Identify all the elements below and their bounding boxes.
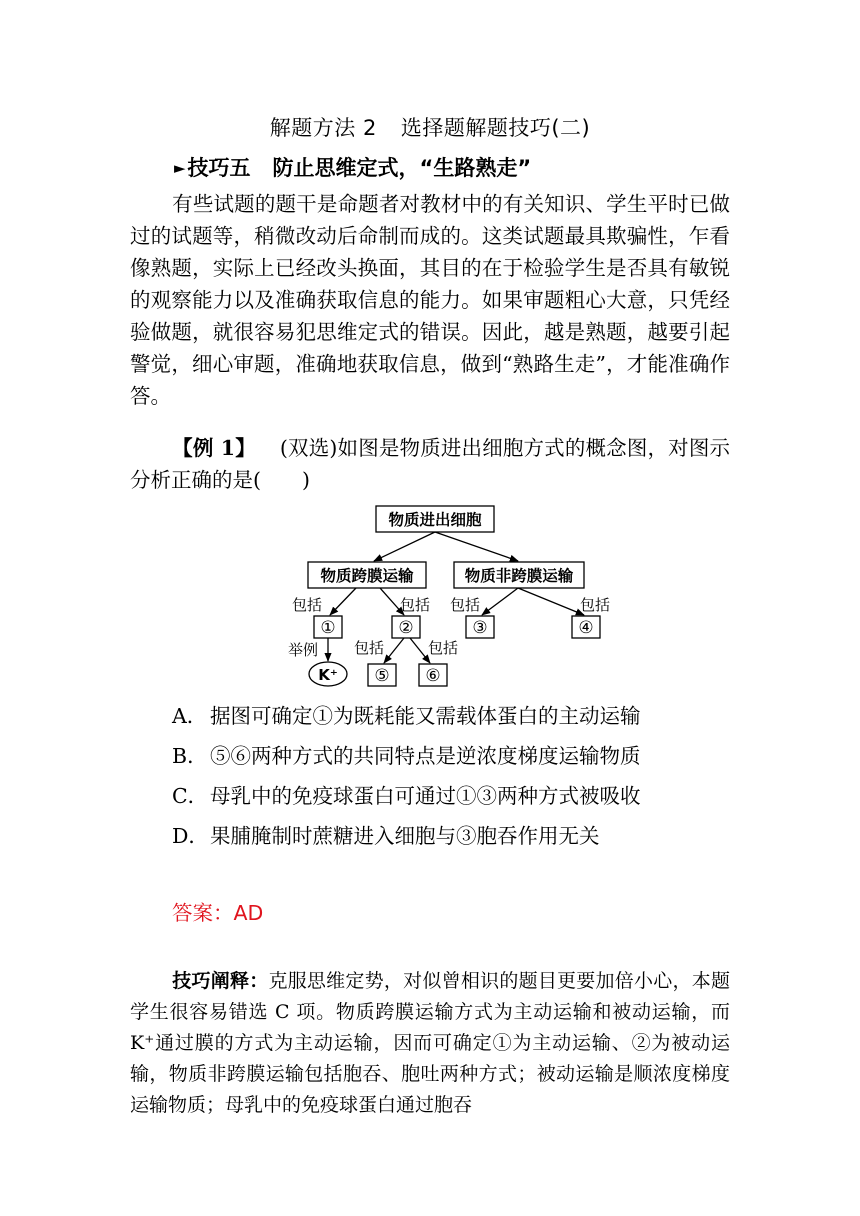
option-text: 果脯腌制时蔗糖进入细胞与③胞吞作用无关	[210, 824, 600, 848]
title-sub: 选择题解题技巧(二)	[400, 116, 591, 140]
include-label-2: 包括	[400, 596, 431, 614]
options-list	[172, 700, 641, 860]
answer	[172, 896, 263, 926]
answer-value: AD	[233, 901, 264, 925]
option-d	[172, 820, 641, 860]
example-word-label: 举例	[288, 641, 319, 659]
option-letter: C．	[172, 784, 209, 808]
option-letter: B．	[172, 744, 208, 768]
option-text: ⑤⑥两种方式的共同特点是逆浓度梯度运输物质	[210, 744, 641, 768]
arrow-root-right	[435, 532, 518, 561]
explanation-label: 技巧阐释：	[172, 970, 269, 992]
arrow-right-4	[518, 588, 584, 615]
label-6: ⑥	[425, 666, 441, 686]
label-5: ⑤	[374, 666, 390, 686]
label-4: ④	[578, 618, 594, 638]
arrow-root-left	[374, 532, 435, 561]
option-letter: D．	[172, 824, 209, 848]
option-b	[172, 740, 641, 780]
example-label: 【例 1】	[172, 436, 256, 460]
label-2: ②	[398, 618, 414, 638]
option-a	[172, 700, 641, 740]
option-text: 据图可确定①为既耗能又需载体蛋白的主动运输	[210, 704, 641, 728]
root-label: 物质进出细胞	[388, 511, 482, 529]
arrow-right-3	[482, 588, 518, 615]
transmembrane-label: 物质跨膜运输	[320, 567, 414, 585]
non-transmembrane-label: 物质非跨膜运输	[464, 567, 574, 585]
include-label-1: 包括	[292, 596, 323, 614]
concept-diagram	[270, 500, 620, 690]
option-text: 母乳中的免疫球蛋白可通过①③两种方式被吸收	[210, 784, 641, 808]
label-1: ①	[320, 618, 336, 638]
include-label-3: 包括	[450, 596, 481, 614]
k-ion-label: K⁺	[318, 666, 338, 684]
include-label-6: 包括	[428, 639, 459, 657]
page-title	[0, 112, 860, 142]
triangle-bullet-icon: ►	[174, 159, 186, 177]
example-stem: (双选)如图是物质进出细胞方式的概念图，对图示分析正确的是( )	[130, 436, 730, 492]
tip-name: 技巧五	[187, 156, 251, 180]
label-3: ③	[472, 618, 488, 638]
title-main: 解题方法 2	[269, 116, 377, 140]
explanation-paragraph	[130, 966, 730, 1121]
answer-label: 答案：	[172, 901, 234, 925]
intro-text: 有些试题的题干是命题者对教材中的有关知识、学生平时已做过的试题等，稍微改动后命制而成的。这类试题最具欺骗性，乍看像熟题，实际上已经改头换面，其目的在于检验学生是否具有敏锐的观察能力以及准确获取信息的能力。如果审题粗心大意，只凭经验做题，就很容易犯思维定式的错误。因此，越是熟题，越要引起警觉，细心审题，准确地获取信息，做到“熟路生走”，才能准确作答。	[130, 192, 730, 408]
tip-text: 防止思维定式，“生路熟走”	[272, 156, 532, 180]
arrow-left-1	[330, 588, 356, 615]
option-letter: A．	[172, 704, 208, 728]
include-label-4: 包括	[580, 596, 611, 614]
arrow-2-5	[384, 638, 404, 663]
intro-paragraph	[130, 188, 730, 412]
example-question	[130, 432, 730, 496]
include-label-5: 包括	[354, 639, 385, 657]
explanation-text: 克服思维定势，对似曾相识的题目更要加倍小心，本题学生很容易错选 C 项。物质跨膜运输方式为主动运输和被动运输，而 K⁺通过膜的方式为主动运输，因而可确定①为主动运输、②为被动运输，物质非跨膜运输包括胞吞、胞吐两种方式；被动运输是顺浓度梯度运输物质；母乳中的免疫球蛋白通过胞吞	[130, 970, 730, 1116]
arrow-2-6	[410, 638, 430, 663]
tip-heading	[174, 152, 531, 182]
option-c	[172, 780, 641, 820]
